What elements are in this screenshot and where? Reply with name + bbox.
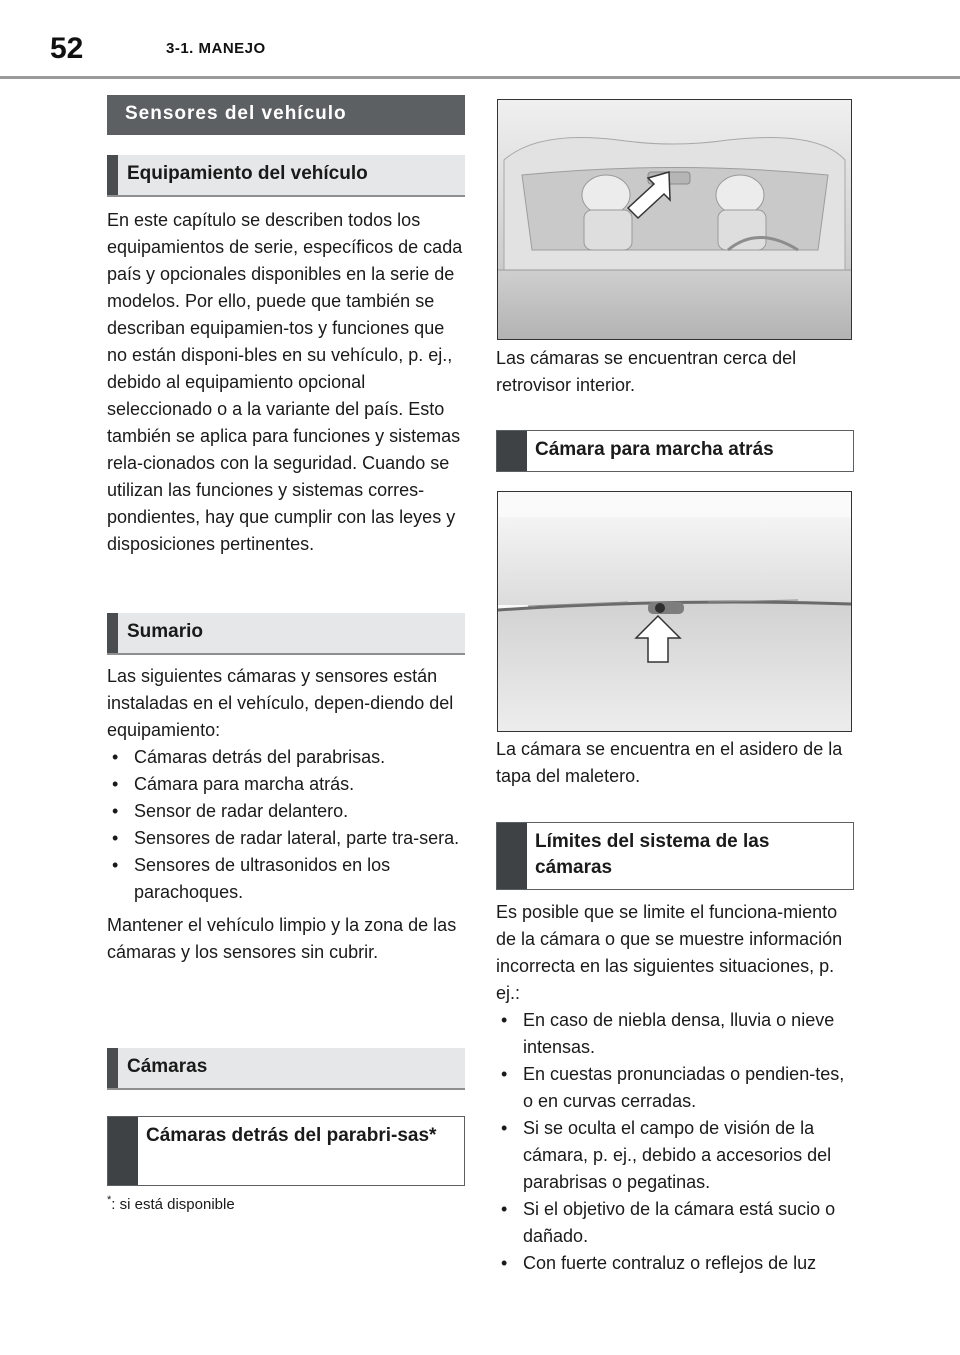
list-item: • Cámara para marcha atrás. [112, 774, 355, 794]
limits-block [496, 899, 858, 1277]
box-limits-label: Límites del sistema de las cámaras [535, 831, 770, 878]
box-bar [497, 823, 527, 889]
list-item: • Cámaras detrás del parabrisas. [112, 747, 386, 767]
summary-block [107, 663, 467, 966]
interior-illustration [498, 100, 851, 339]
footnote [107, 1194, 235, 1213]
subheading-equipment [107, 155, 465, 197]
summary-list [107, 744, 467, 906]
box-camera-limits [496, 822, 854, 890]
subheading-summary [107, 613, 465, 655]
summary-outro: Mantener el vehículo limpio y la zona de las cámaras y los sensores sin cubrir. [107, 915, 457, 962]
list-item: • Sensores de radar lateral, parte tra-sera. [112, 828, 460, 848]
list-item: • Con fuerte contraluz o reflejos de luz [501, 1253, 817, 1273]
subheading-bar [107, 1048, 118, 1088]
box-windshield-cameras [107, 1116, 465, 1186]
subheading-cameras [107, 1048, 465, 1090]
limits-intro: Es posible que se limite el funciona-miento de la cámara o que se muestre información incorrecta en las siguientes situaciones, p. ej.: [496, 902, 843, 1003]
summary-intro: Las siguientes cámaras y sensores están instaladas en el vehículo, depen-diendo del equipamiento: [107, 666, 454, 740]
equipment-paragraph [107, 207, 467, 558]
box-reverse-camera [496, 430, 854, 472]
trunk-caption: La cámara se encuentra en el asidero de la tapa del maletero. [496, 739, 843, 786]
subheading-bar [107, 155, 118, 195]
list-item: • Sensores de ultrasonidos en los parachoques. [112, 855, 391, 902]
equipment-text: En este capítulo se describen todos los equipamientos de serie, específicos de cada país y opcionales disponibles en la serie de modelos. Por ello, puede que también se describan equipamien-tos y funciones que no están disponi-bles en su vehículo, p. ej., debido al equipamiento opcional seleccionado o a la variante del país. Esto también se aplica para funciones y sistemas rela-cionados con la seguridad. Cuando se utilizan las funciones y sistemas corres-pondientes, hay que cumplir con las leyes y disposiciones pertinentes. [107, 210, 463, 554]
subheading-summary-label: Sumario [127, 621, 204, 642]
footnote-mark: * [107, 1194, 112, 1206]
box-bar [497, 431, 527, 471]
list-item: • Si se oculta el campo de visión de la cámara, p. ej., debido a accesorios del parabrisas o pegatinas. [501, 1118, 832, 1192]
list-item: • En cuestas pronunciadas o pendien-tes, o en curvas cerradas. [501, 1064, 845, 1111]
subheading-bar [107, 613, 118, 653]
mirror-caption-block [496, 345, 856, 399]
trunk-caption-block [496, 736, 856, 790]
subheading-cameras-label: Cámaras [127, 1056, 208, 1077]
trunk-illustration [498, 492, 851, 731]
subheading-equipment-label: Equipamiento del vehículo [127, 163, 368, 184]
box-windshield-label: Cámaras detrás del parabri-sas* [146, 1125, 437, 1146]
mirror-caption: Las cámaras se encuentran cerca del retrovisor interior. [496, 348, 797, 395]
list-item: • Sensor de radar delantero. [112, 801, 349, 821]
page-number: 52 [50, 32, 84, 65]
chapter-title: 3-1. MANEJO [166, 40, 266, 57]
list-item: • En caso de niebla densa, lluvia o nieve intensas. [501, 1010, 835, 1057]
interior-mirror-photo [497, 99, 852, 340]
box-reverse-label: Cámara para marcha atrás [535, 439, 774, 460]
header-divider [0, 76, 960, 79]
footnote-text: : si está disponible [111, 1196, 235, 1213]
list-item: • Si el objetivo de la cámara está sucio o dañado. [501, 1199, 836, 1246]
box-bar [108, 1117, 138, 1185]
section-title: Sensores del vehículo [107, 95, 465, 135]
trunk-camera-photo [497, 491, 852, 732]
limits-list [496, 1007, 858, 1277]
